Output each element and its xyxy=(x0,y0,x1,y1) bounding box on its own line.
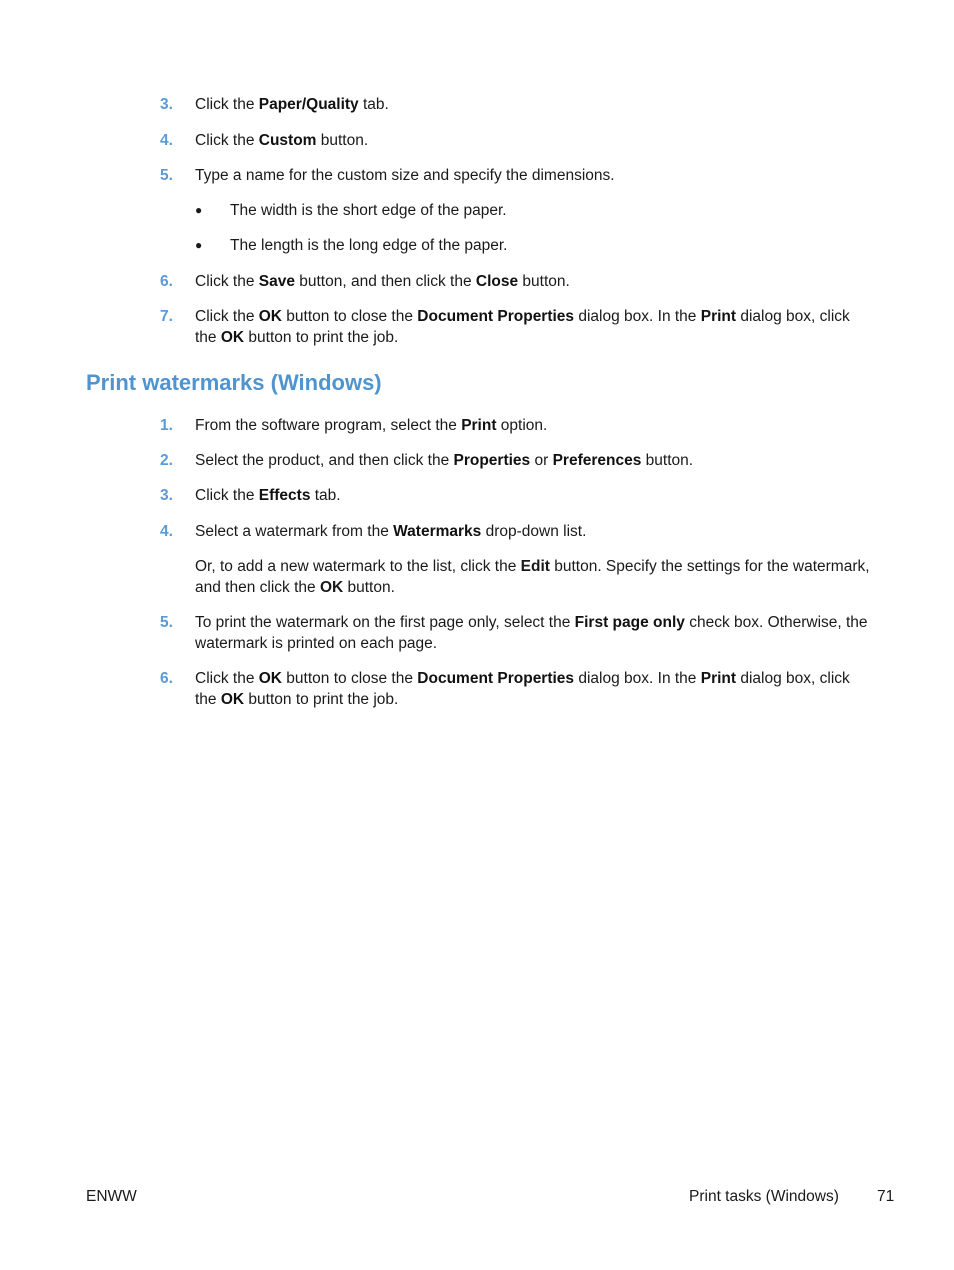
emphasis-term: First page only xyxy=(574,614,685,631)
emphasis-term: Effects xyxy=(258,487,311,504)
emphasis-term: Custom xyxy=(258,132,317,149)
emphasis-term: Edit xyxy=(520,558,550,575)
emphasis-term: Watermarks xyxy=(393,523,482,540)
step-text: To print the watermark on the first page only, select the First page only check box. Otherwise, the watermark is printed on each page. xyxy=(195,614,868,652)
step-number: 3. xyxy=(160,96,173,113)
footer-section-title: Print tasks (Windows) xyxy=(689,1188,839,1205)
step-text: Click the Paper/Quality tab. xyxy=(195,96,389,113)
emphasis-term: Properties xyxy=(453,452,531,469)
bullet-text: The width is the short edge of the paper. xyxy=(230,202,507,219)
step-note: Or, to add a new watermark to the list, click the Edit button. Specify the settings for the watermark, and then click the OK button. xyxy=(195,558,870,596)
step-text: Type a name for the custom size and specify the dimensions. xyxy=(195,167,615,184)
step-text: Select the product, and then click the Properties or Preferences button. xyxy=(195,452,694,469)
step-number: 1. xyxy=(160,417,173,434)
step-text: Click the Custom button. xyxy=(195,132,369,149)
emphasis-term: OK xyxy=(220,691,245,708)
step-number: 5. xyxy=(160,614,173,631)
step-text: Click the Save button, and then click the Close button. xyxy=(195,273,570,290)
step-number: 4. xyxy=(160,132,173,149)
emphasis-term: Document Properties xyxy=(417,308,575,325)
emphasis-term: Print xyxy=(461,417,497,434)
step-number: 7. xyxy=(160,308,173,325)
emphasis-term: OK xyxy=(220,329,245,346)
bullet-dot: ● xyxy=(195,238,203,252)
emphasis-term: Print xyxy=(700,670,737,687)
emphasis-term: Paper/Quality xyxy=(258,96,359,113)
step-number: 5. xyxy=(160,167,173,184)
emphasis-term: Close xyxy=(475,273,519,290)
emphasis-term: Save xyxy=(258,273,295,290)
emphasis-term: Print xyxy=(700,308,737,325)
bullet-dot: ● xyxy=(195,203,203,217)
step-number: 6. xyxy=(160,273,173,290)
emphasis-term: OK xyxy=(258,670,282,687)
step-number: 4. xyxy=(160,523,173,540)
step-number: 3. xyxy=(160,487,173,504)
step-number: 2. xyxy=(160,452,173,469)
step-text: Click the OK button to close the Document Properties dialog box. In the Print dialog box, click the OK button to print the job. xyxy=(195,308,850,346)
step-text: Select a watermark from the Watermarks drop-down list. xyxy=(195,523,587,540)
emphasis-term: OK xyxy=(319,579,344,596)
bullet-text: The length is the long edge of the paper. xyxy=(230,237,508,254)
emphasis-term: Document Properties xyxy=(417,670,575,687)
page-number: 71 xyxy=(877,1188,895,1205)
step-number: 6. xyxy=(160,670,173,687)
footer-left: ENWW xyxy=(86,1188,137,1205)
step-text: Click the Effects tab. xyxy=(195,487,341,504)
emphasis-term: Preferences xyxy=(552,452,642,469)
step-text: From the software program, select the Print option. xyxy=(195,417,548,434)
section-heading: Print watermarks (Windows) xyxy=(86,370,382,395)
emphasis-term: OK xyxy=(258,308,282,325)
step-text: Click the OK button to close the Document Properties dialog box. In the Print dialog box, click the OK button to print the job. xyxy=(195,670,850,708)
